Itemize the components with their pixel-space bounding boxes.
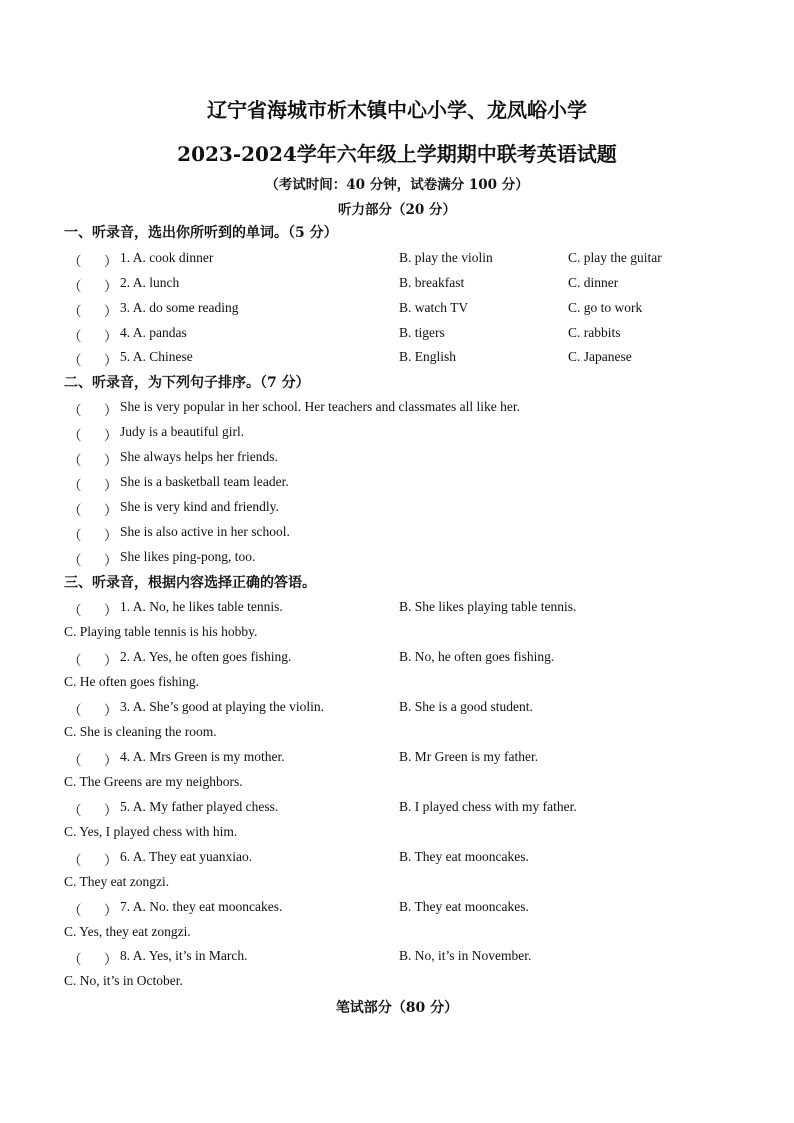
answer-paren-close: ）: [104, 653, 118, 668]
section1-heading: 一、听录音，选出你所听到的单词。（5 分）: [64, 225, 338, 241]
option-b: B. She likes playing table tennis.: [399, 599, 577, 614]
section3-question: [0, 849, 794, 869]
section3-question: [0, 649, 794, 669]
sentence-text: Judy is a beautiful girl.: [120, 424, 245, 439]
option-c: C. He often goes fishing.: [64, 674, 199, 689]
option-a: 3. A. She’s good at playing the violin.: [120, 699, 324, 714]
section1-question: [0, 325, 794, 345]
option-c: C. They eat zongzi.: [64, 874, 170, 889]
section3-question: [0, 599, 794, 619]
option-c: C. No, it’s in October.: [64, 973, 183, 988]
option-c: C. Japanese: [568, 349, 632, 364]
answer-paren-close: ）: [104, 528, 118, 543]
answer-paren-open: （: [68, 952, 82, 967]
answer-paren-close: ）: [104, 753, 118, 768]
section2-sentence: [0, 424, 794, 444]
exam-info: （考试时间：40 分钟，试卷满分 100 分）: [265, 177, 529, 193]
option-b: B. English: [399, 349, 457, 364]
section1-question: [0, 300, 794, 320]
option-b: B. watch TV: [399, 300, 469, 315]
option-a: 1. A. No, he likes table tennis.: [120, 599, 283, 614]
answer-paren-open: （: [68, 553, 82, 568]
answer-paren-open: （: [68, 453, 82, 468]
option-c: C. rabbits: [568, 325, 621, 340]
section2-sentence: [0, 549, 794, 569]
answer-paren-close: ）: [104, 603, 118, 618]
answer-paren-open: （: [68, 853, 82, 868]
answer-paren-open: （: [68, 653, 82, 668]
answer-paren-open: （: [68, 903, 82, 918]
option-a: 8. A. Yes, it’s in March.: [120, 948, 248, 963]
answer-paren-close: ）: [104, 428, 118, 443]
answer-paren-close: ）: [104, 503, 118, 518]
option-b: B. No, he often goes fishing.: [399, 649, 555, 664]
answer-paren-open: （: [68, 428, 82, 443]
answer-paren-open: （: [68, 329, 82, 344]
option-c: C. dinner: [568, 275, 619, 290]
option-a: 4. A. Mrs Green is my mother.: [120, 749, 285, 764]
option-b: B. I played chess with my father.: [399, 799, 577, 814]
section3-question: [0, 799, 794, 819]
answer-paren-open: （: [68, 254, 82, 269]
answer-paren-close: ）: [104, 553, 118, 568]
sentence-text: She is a basketball team leader.: [120, 474, 289, 489]
exam-title-line1: 辽宁省海城市析木镇中心小学、龙凤峪小学: [207, 98, 587, 122]
section2-sentence: [0, 499, 794, 519]
option-b: B. play the violin: [399, 250, 493, 265]
section3-question: [0, 749, 794, 769]
answer-paren-open: （: [68, 304, 82, 319]
sentence-text: She always helps her friends.: [120, 449, 278, 464]
section3-question: [0, 899, 794, 919]
option-a: 4. A. pandas: [120, 325, 187, 340]
listening-heading: 听力部分（20 分）: [338, 202, 456, 218]
sentence-text: She likes ping-pong, too.: [120, 549, 256, 564]
answer-paren-open: （: [68, 503, 82, 518]
answer-paren-open: （: [68, 703, 82, 718]
option-b: B. breakfast: [399, 275, 465, 290]
section2-sentence: [0, 449, 794, 469]
section1-question: [0, 275, 794, 295]
option-c: C. play the guitar: [568, 250, 662, 265]
section3-heading: 三、听录音，根据内容选择正确的答语。: [64, 575, 316, 591]
answer-paren-open: （: [68, 478, 82, 493]
answer-paren-open: （: [68, 403, 82, 418]
answer-paren-close: ）: [104, 703, 118, 718]
option-a: 6. A. They eat yuanxiao.: [120, 849, 253, 864]
option-b: B. tigers: [399, 325, 445, 340]
option-c: C. She is cleaning the room.: [64, 724, 217, 739]
answer-paren-open: （: [68, 753, 82, 768]
option-a: 3. A. do some reading: [120, 300, 239, 315]
answer-paren-open: （: [68, 803, 82, 818]
option-c: C. The Greens are my neighbors.: [64, 774, 243, 789]
section1-question: [0, 250, 794, 270]
section1-question: [0, 349, 794, 369]
option-c: C. go to work: [568, 300, 643, 315]
option-a: 2. A. Yes, he often goes fishing.: [120, 649, 292, 664]
exam-title-line2: 2023-2024学年六年级上学期期中联考英语试题: [177, 142, 617, 166]
sentence-text: She is very kind and friendly.: [120, 499, 279, 514]
section2-sentence: [0, 524, 794, 544]
option-b: B. No, it’s in November.: [399, 948, 532, 963]
written-heading: 笔试部分（80 分）: [335, 1000, 459, 1016]
option-b: B. She is a good student.: [399, 699, 533, 714]
option-a: 5. A. Chinese: [120, 349, 193, 364]
answer-paren-close: ）: [104, 353, 118, 368]
answer-paren-close: ）: [104, 903, 118, 918]
section2-sentence: [0, 474, 794, 494]
answer-paren-open: （: [68, 279, 82, 294]
sentence-text: She is also active in her school.: [120, 524, 290, 539]
section2-sentence: [0, 399, 794, 419]
answer-paren-open: （: [68, 603, 82, 618]
answer-paren-close: ）: [104, 453, 118, 468]
answer-paren-close: ）: [104, 803, 118, 818]
option-a: 2. A. lunch: [120, 275, 180, 290]
option-b: B. Mr Green is my father.: [399, 749, 539, 764]
option-c: C. Yes, I played chess with him.: [64, 824, 238, 839]
option-a: 5. A. My father played chess.: [120, 799, 279, 814]
answer-paren-close: ）: [104, 403, 118, 418]
section3-question: [0, 948, 794, 968]
option-b: B. They eat mooncakes.: [399, 849, 529, 864]
sentence-text: She is very popular in her school. Her teachers and classmates all like her.: [120, 399, 520, 414]
option-a: 1. A. cook dinner: [120, 250, 214, 265]
option-b: B. They eat mooncakes.: [399, 899, 529, 914]
option-c: C. Yes, they eat zongzi.: [64, 924, 191, 939]
section3-question: [0, 699, 794, 719]
answer-paren-open: （: [68, 353, 82, 368]
answer-paren-close: ）: [104, 952, 118, 967]
answer-paren-close: ）: [104, 478, 118, 493]
answer-paren-close: ）: [104, 279, 118, 294]
answer-paren-open: （: [68, 528, 82, 543]
answer-paren-close: ）: [104, 304, 118, 319]
option-a: 7. A. No. they eat mooncakes.: [120, 899, 283, 914]
option-c: C. Playing table tennis is his hobby.: [64, 624, 258, 639]
section2-heading: 二、听录音，为下列句子排序。（7 分）: [64, 375, 310, 391]
answer-paren-close: ）: [104, 329, 118, 344]
answer-paren-close: ）: [104, 254, 118, 269]
answer-paren-close: ）: [104, 853, 118, 868]
